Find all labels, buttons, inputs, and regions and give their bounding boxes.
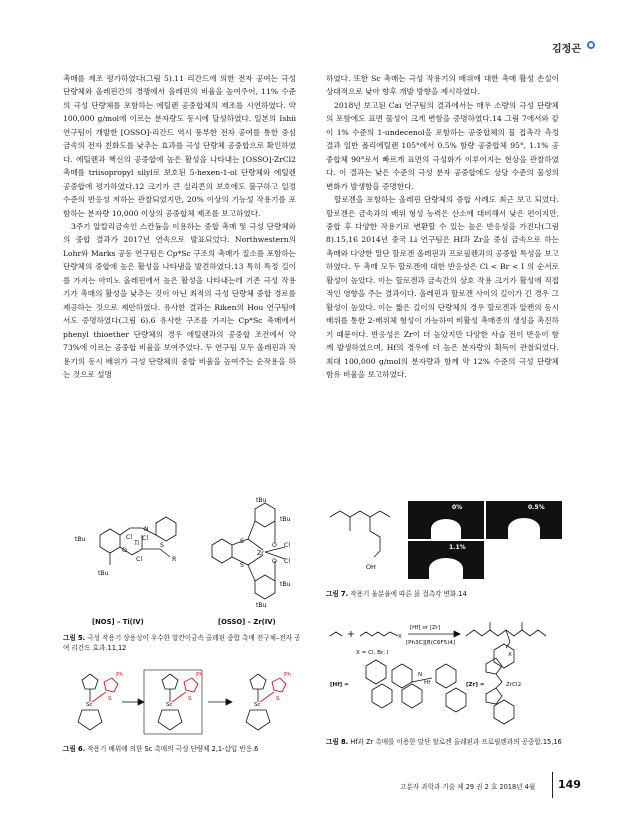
zrcl2-label: ZrCl2 (506, 682, 522, 688)
tbu-label: tBu (75, 536, 86, 543)
left-column (63, 72, 296, 381)
x-substituent-label: X (508, 652, 512, 658)
ph-label: Ph (116, 672, 123, 678)
caption-text: 작용기 배위에 의한 Sc 촉매의 극성 단량체 2,1-삽입 반응.6 (87, 745, 259, 753)
tbu-label: tBu (280, 581, 291, 588)
figure-6 (60, 662, 310, 740)
caption-text: 작용기 울분율에 따른 물 접촉각 변화.14 (350, 590, 467, 598)
contact-angle-photo-0 (408, 501, 484, 539)
cl-atom-label: Cl (284, 542, 291, 549)
s-atom-label: S (108, 696, 112, 702)
caption-label: 그림 6. (63, 745, 86, 753)
paragraph: 촉매를 제조 평가하였다(그림 5).11 리간드에 의한 전자 공여는 극성 단량체와 올레핀간의 경쟁에서 올레핀의 비율을 높여주어, 11% 수준의 극성 단량체를 포함하는 에틸렌 공중합체의 제조를 시연하였다. 약 100,000 g/mol에 이르는 분자량도 동시에 달성하였다. 일본의 Ishii 연구팀이 개발한 [OSSO]-리간드 역시 풍부한 전자 공여를 통한 중심 금속의 전자 친화도를 낮추는 효과를 극성 단량체 공중합으로 확인하였다. 에틸렌과 헥신의 공중합에 높은 활성을 나타내는 [OSSO]-ZrCl2 촉매를 triisopropyl silyl로 보호된 5-hexen-1-ol 단량체와 에틸렌 공중합에 평가하였다.12 크기가 큰 실리콘의 보호에도 불구하고 일정 수준의 반응성 저하는 관찰되었지만, 20% 이상의 기능성 작용기를 포함하는 분자량 10,000 이상의 공중합체 제조를 보고하였다. (63, 74, 296, 218)
sc-atom-label: Sc (254, 702, 261, 708)
page-number: 149 (558, 778, 581, 791)
header-author: 김정곤 (552, 44, 581, 55)
tbu-label: tBu (280, 516, 291, 523)
r-group-label: R (172, 556, 177, 563)
caption-label: 그림 5. (63, 634, 86, 642)
fig5-label-nos: [NOS] – Ti(IV) (92, 618, 144, 626)
footer-journal: 고분자 과학과 기술 제 29 권 2 호 2018년 4월 (400, 783, 536, 791)
o-atom-label: O (122, 547, 127, 554)
n-atom-label: N (418, 672, 423, 678)
paragraph: 3주기 알칼리금속인 스칸듐을 이용하는 중합 촉매 및 극성 단량체와의 중합 결과가 2017년 연속으로 발표되었다. Northwestern의 Lohr와 Marks 공동 연구팀은 Cp*Sc 구조의 촉매가 질소를 포함하는 단량체의 중합에 높은 활성을 나타냄을 발견하였다.13 특히 특정 길이를 가지는 아미노 올레핀에서 높은 활성을 나타내는데 기존 극성 작용기가 촉매의 활성을 낮추는 것이 아닌 최적의 극성 단량체 중합 경로를 제공하는 것으로 제안하였다. 유사한 결과는 Riken의 Hou 연구팀에서도 증명하였다(그림 6).6 유사한 구조를 가지는 Cp*Sc 촉매에서 phenyl thioether 단량체의 경우 에틸렌과의 공중합 조건에서 약 73%에 이르는 공중합 비율을 보여주었다. 두 연구팀 모두 올레핀과 작용기의 동시 배위가 극성 단량체의 중합 비율을 높여주는 순작용을 하는 것으로 설명 (63, 221, 296, 379)
caption-text: 극성 작용기 상용성이 우수한 알칸이금속 올레핀 중합 촉매 전구체–전자 공여 리간드 효과.11,12 (63, 634, 301, 652)
cl-atom-label: Cl (126, 534, 133, 541)
fig7-monomer (326, 497, 406, 577)
figure-5 (60, 495, 310, 615)
right-column (326, 72, 559, 381)
fig6-caption (63, 745, 303, 755)
caption-text: Hf과 Zr 촉매를 이용한 말단 할로겐 올레핀과 프로필렌과의 공중합.15,16 (350, 738, 562, 746)
fig7-caption (326, 590, 566, 600)
header-circle-icon (587, 41, 595, 49)
hf-atom-label: Hf (424, 680, 431, 686)
caption-label: 그림 8. (326, 738, 349, 746)
water-droplet (508, 518, 540, 539)
ph-label: Ph (196, 672, 203, 678)
photo-label: 0% (452, 504, 463, 511)
tbu-label: tBu (256, 497, 267, 504)
paragraph: 할로겐을 포함하는 올레핀 단량체의 중합 사례도 최근 보고 되었다. 할로겐은 금속과의 배위 형성 능력은 산소에 대비해서 낮은 편이지만, 중합 후 다양한 작용기로 변환할 수 있는 높은 반응성을 가진다(그림 8).15,16 2014년 중국 Li 연구팀은 Hf과 Zr을 중심 금속으로 하는 촉매와 다양한 말단 할로겐 올레핀과 프로필렌과의 공중합 특성을 보고하였다. 두 촉매 모두 할로겐에 대한 반응성은 Cl < Br < I 의 순서로 활성이 높았다. 이는 할로겐과 금속간의 상호 작용 크기가 활성에 직접적인 영향을 주는 결과이다. 올레핀과 할로겐 사이의 길이가 긴 경우 그 활성이 높았다. 이는 짧은 길이의 단량체의 경우 할로겐과 알켄의 동시 배위를 통한 2-배위체 형성이 가능하여 비활성 촉매종의 생성을 촉진하기 때문이다. 반응성은 Zr이 더 높았지만 다양한 사슬 전이 반응이 함께 발생하였으며, Hf의 경우에 더 높은 분자량의 획득이 관찰되었다. 최대 100,000 g/mol의 분자량과 함께 약 12% 수준의 극성 단량체 함유 비율을 보고하였다. (326, 195, 559, 379)
zr-atom-label: Zr (257, 550, 264, 557)
water-droplet (431, 519, 461, 539)
cl-atom-label: Cl (136, 556, 143, 563)
s-atom-label: S (240, 562, 244, 569)
sc-atom-label: Sc (86, 702, 93, 708)
fig6-scheme (60, 662, 310, 740)
cocatalyst-condition: [Ph3C][B(C6F5)4] (406, 640, 456, 646)
sc-atom-label: Sc (166, 702, 173, 708)
zr-catalyst-label: [Zr] = (466, 682, 485, 688)
cl-atom-label: Cl (142, 535, 149, 542)
o-atom-label: O (272, 558, 277, 565)
s-atom-label: S (160, 542, 164, 549)
n-atom-label: N (144, 526, 149, 533)
s-atom-label: S (276, 696, 280, 702)
fig5-structures (60, 495, 310, 615)
water-droplet (429, 558, 463, 579)
ph-label: Ph (284, 672, 291, 678)
s-atom-label: S (188, 696, 192, 702)
cl-atom-label: Cl (284, 558, 291, 565)
photo-label: 0.5% (528, 504, 545, 511)
figure-8 (326, 616, 566, 736)
tbu-label: tBu (98, 570, 109, 577)
fig5-label-osso: [OSSO] – Zr(IV) (218, 618, 276, 626)
photo-label: 1.1% (449, 544, 466, 551)
ti-atom-label: Ti (134, 540, 140, 547)
x-substituent-label: X (398, 634, 402, 640)
fig8-caption (326, 738, 566, 748)
fig8-scheme (326, 616, 566, 736)
caption-label: 그림 7. (326, 590, 349, 598)
contact-angle-photo-1-1 (408, 541, 484, 579)
paragraph: 하였다. 또한 Sc 촉매는 극성 작용기의 배위에 대한 촉매 활성 손실이 상대적으로 낮아 향후 개발 방향을 제시하였다. (326, 74, 559, 97)
contact-angle-photo-0-5 (486, 501, 562, 539)
fig5-caption (63, 634, 303, 653)
paragraph: 2018년 보고된 Cai 연구팀의 결과에서는 매우 소량의 극성 단량체의 포함에도 표면 물성이 크게 변함을 증명하였다.14 그림 7에서와 같이 1% 수준의 1-undecenol을 포함하는 공중합체의 물 접촉각 측정 결과 일반 폴리에틸렌 105°에서 0.5% 함량 공중합체 95°, 1.1% 공중합체 90°로서 빠르게 표면의 극성화가 이루어지는 현상을 관찰하였다. 이 결과는 낮은 수준의 극성 분자 공중합에도 상당 수준의 물성의 변화가 발생함을 증명한다. (326, 100, 559, 191)
catalyst-condition: [Hf] or [Zr] (410, 625, 441, 631)
oh-label: OH (366, 563, 376, 571)
o-atom-label: O (272, 542, 277, 549)
s-atom-label: S (240, 538, 244, 545)
halogen-list: X = Cl, Br, I (356, 650, 389, 656)
figure-7 (326, 497, 406, 577)
tbu-label: tBu (256, 602, 267, 609)
hf-catalyst-label: [Hf] = (330, 682, 349, 688)
footer-divider (552, 772, 553, 798)
